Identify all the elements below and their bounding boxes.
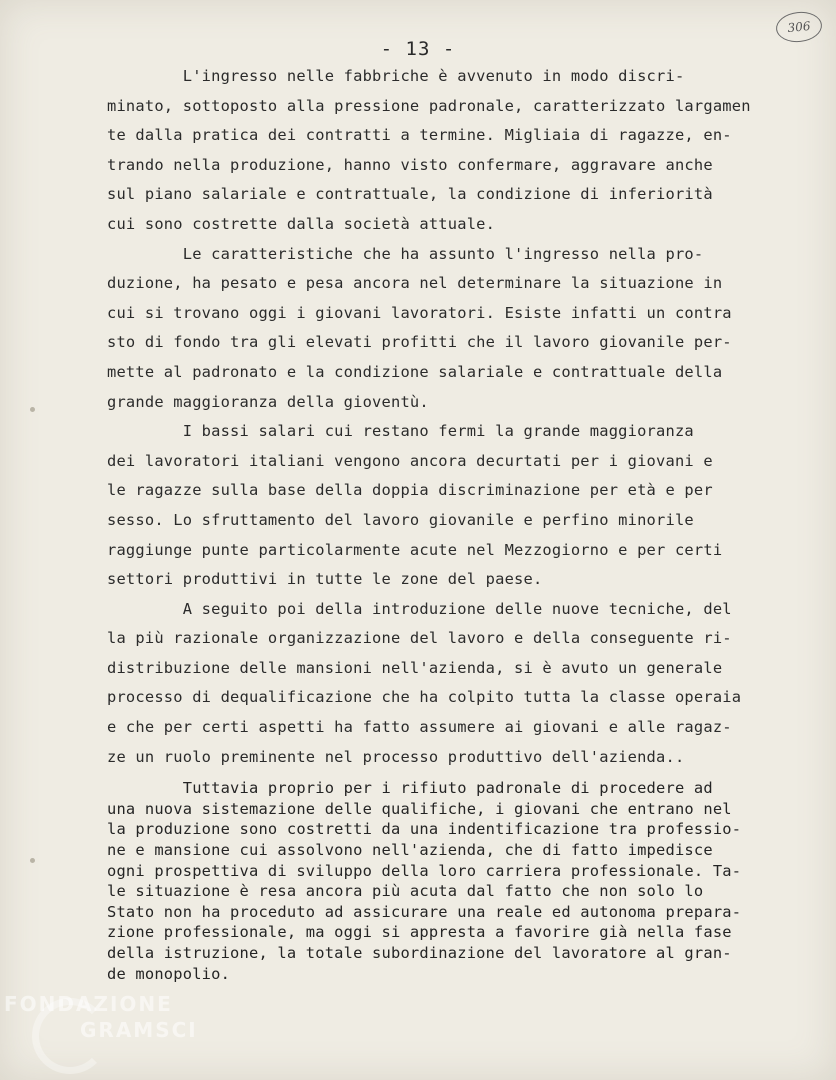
text-line: de monopolio. [107,964,231,983]
paragraph-1 [107,62,767,240]
text-line: dei lavoratori italiani vengono ancora decurtati per i giovani e [107,451,713,470]
document-body [107,62,767,984]
text-line: settori produttivi in tutte le zone del paese. [107,570,543,589]
text-line: e che per certi aspetti ha fatto assumere ai giovani e alle ragaz- [107,718,732,737]
paragraph-4 [107,595,767,773]
paragraph-2 [107,240,767,418]
text-line: ogni prospettiva di sviluppo della loro carriera professionale. Ta- [107,861,742,880]
text-line: ne e mansione cui assolvono nell'azienda, che di fatto impedisce [107,841,713,860]
text-line: A seguito poi della introduzione delle nuove tecniche, del [107,599,732,618]
text-line: la più razionale organizzazione del lavoro e della conseguente ri- [107,629,732,648]
text-line: grande maggioranza della gioventù. [107,392,429,411]
text-line: cui sono costrette dalla società attuale. [107,214,496,233]
paragraph-5 [107,778,767,984]
text-line: cui si trovano oggi i giovani lavoratori. Esiste infatti un contra [107,303,732,322]
punch-hole-mark [30,858,35,863]
archive-stamp: 306 [775,10,824,45]
text-line: sto di fondo tra gli elevati profitti che il lavoro giovanile per- [107,333,732,352]
paragraph-3 [107,417,767,595]
text-line: Stato non ha proceduto ad assicurare una reale ed autonoma prepara- [107,902,742,921]
text-line: te dalla pratica dei contratti a termine. Migliaia di ragazze, en- [107,126,732,145]
text-line: della istruzione, la totale subordinazione del lavoratore al gran- [107,944,732,962]
text-line: sesso. Lo sfruttamento del lavoro giovanile e perfino minorile [107,510,694,529]
watermark-line-2: GRAMSCI [80,1018,198,1042]
text-line: zione professionale, ma oggi si appresta a favorire già nella fase [107,923,732,942]
text-line: sul piano salariale e contrattuale, la condizione di inferiorità [107,185,713,204]
text-line: una nuova sistemazione delle qualifiche, i giovani che entrano nel [107,799,732,818]
text-line: le ragazze sulla base della doppia discriminazione per età e per [107,481,713,500]
watermark [4,990,224,1070]
watermark-line-1: FONDAZIONE [4,992,173,1016]
text-line: duzione, ha pesato e pesa ancora nel determinare la situazione in [107,274,723,293]
punch-hole-mark [30,407,35,412]
text-line: I bassi salari cui restano fermi la grande maggioranza [107,422,694,441]
text-line: minato, sottoposto alla pressione padronale, caratterizzato largamen [107,96,751,115]
text-line: trando nella produzione, hanno visto confermare, aggravare anche [107,155,713,174]
text-line: L'ingresso nelle fabbriche è avvenuto in modo discri- [107,67,685,85]
text-line: le situazione è resa ancora più acuta dal fatto che non solo lo [107,882,704,901]
text-line: processo di dequalificazione che ha colpito tutta la classe operaia [107,688,742,707]
text-line: la produzione sono costretti da una indentificazione tra professio- [107,820,742,839]
text-line: distribuzione delle mansioni nell'azienda, si è avuto un generale [107,658,723,677]
text-line: raggiunge punte particolarmente acute nel Mezzogiorno e per certi [107,540,723,559]
page-number: - 13 - [380,38,456,60]
text-line: Le caratteristiche che ha assunto l'ingresso nella pro- [107,244,704,263]
text-line: ze un ruolo preminente nel processo produttivo dell'azienda.. [107,747,685,766]
text-line: mette al padronato e la condizione salariale e contrattuale della [107,362,723,381]
text-line: Tuttavia proprio per i rifiuto padronale di procedere ad [107,779,713,798]
